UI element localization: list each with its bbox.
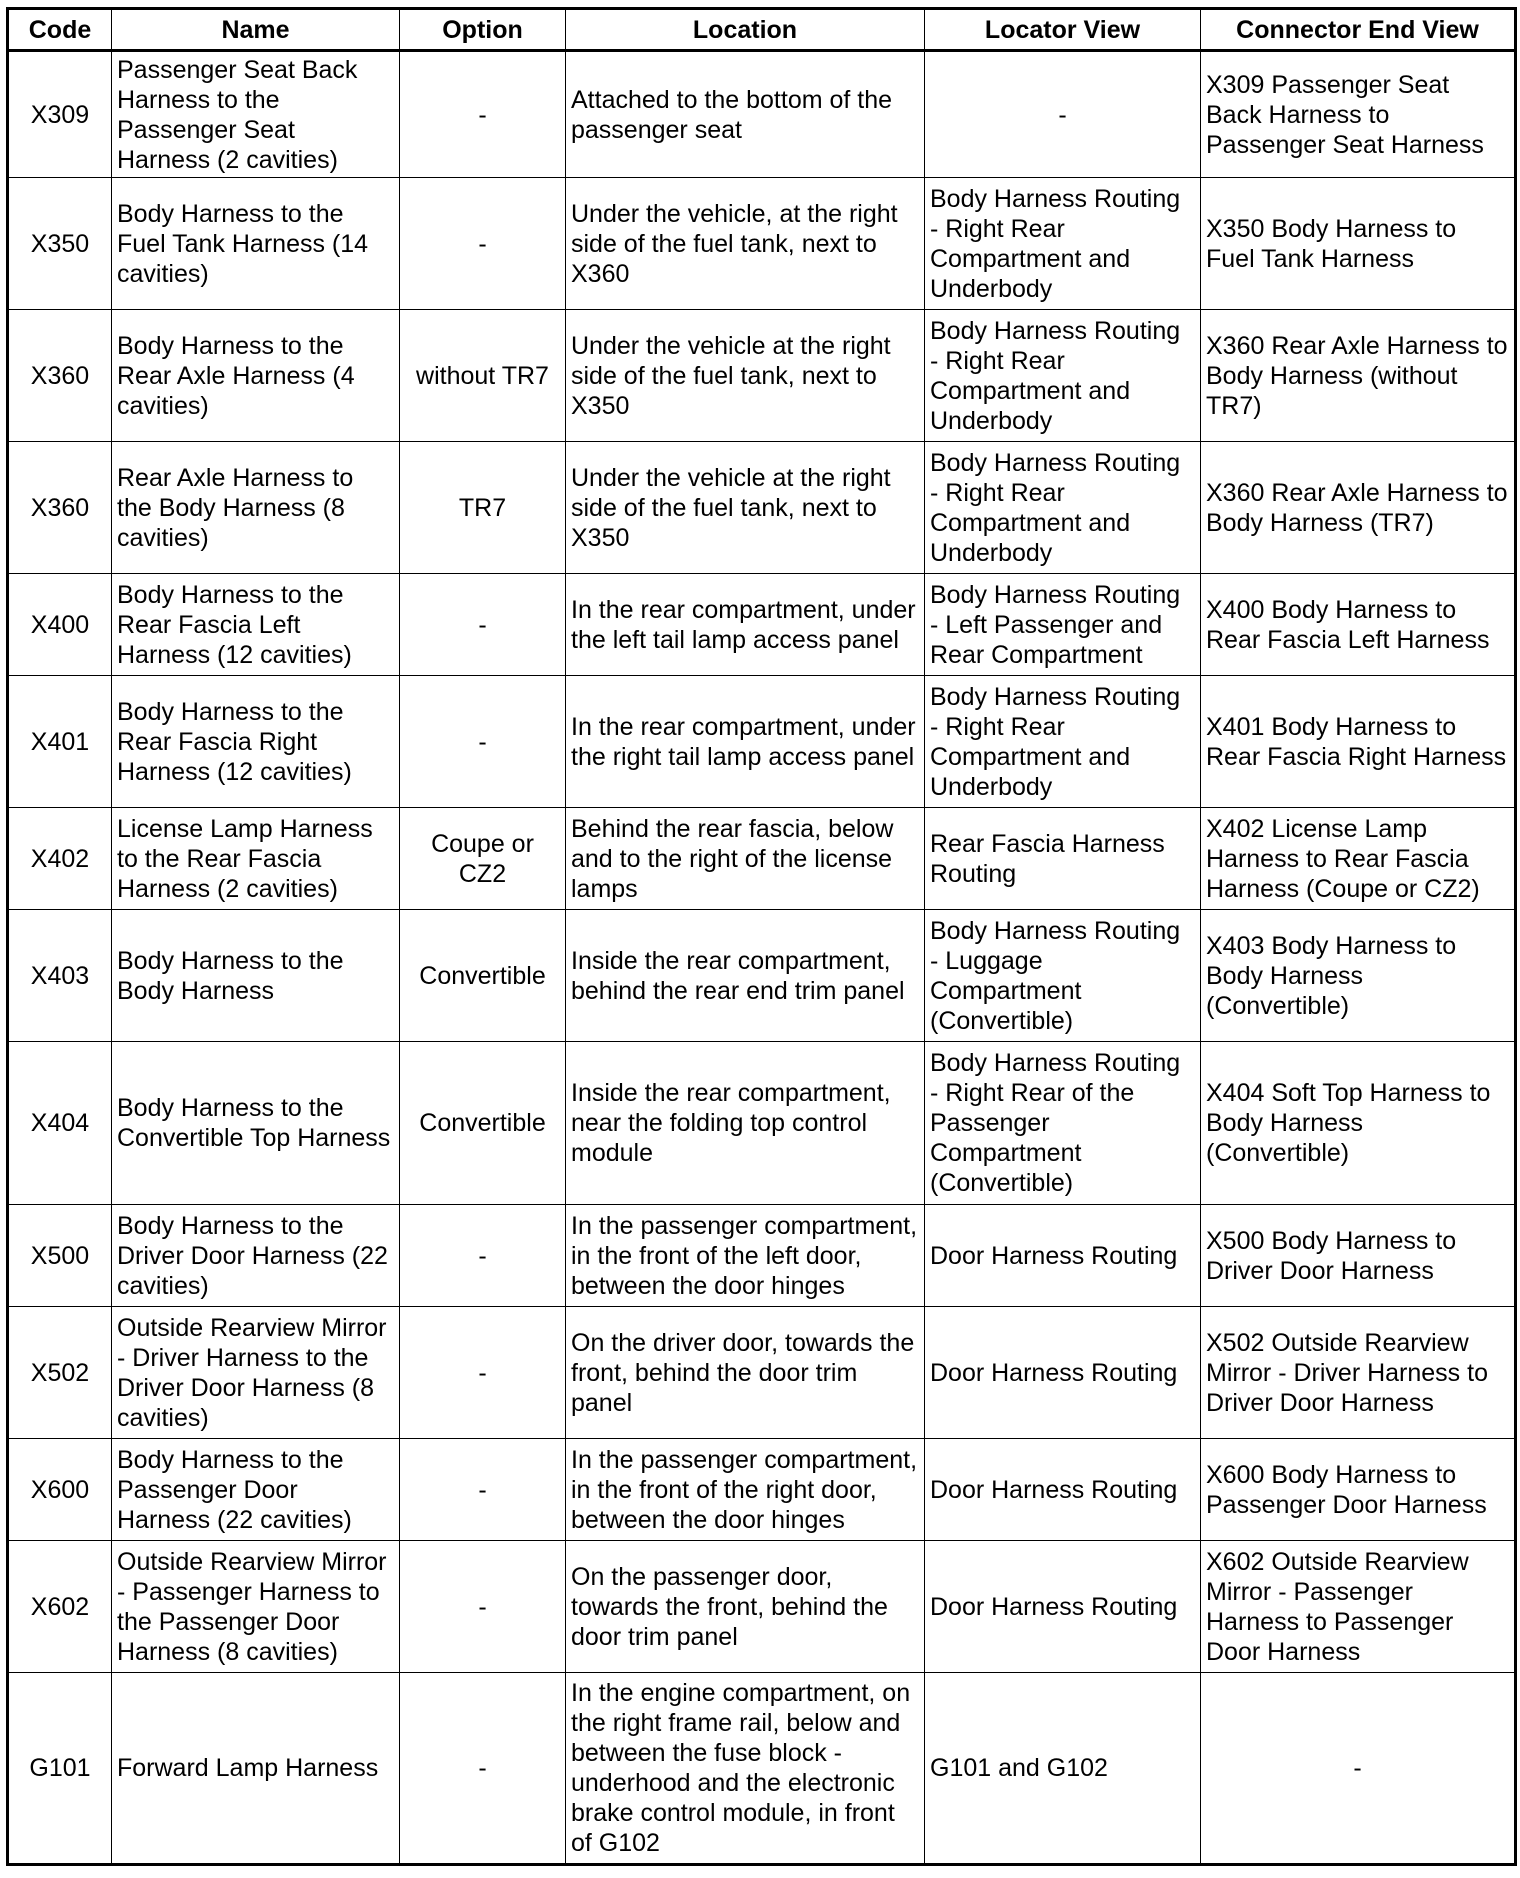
cell-connector-end-view: X350 Body Harness to Fuel Tank Harness <box>1201 178 1516 310</box>
cell-locator-view: Body Harness Routing - Right Rear Compartment and Underbody <box>925 442 1201 574</box>
table-row <box>8 310 1516 442</box>
cell-name: Outside Rearview Mirror - Passenger Harness to the Passenger Door Harness (8 cavities) <box>112 1541 400 1673</box>
cell-locator-view: Rear Fascia Harness Routing <box>925 808 1201 910</box>
cell-location: Under the vehicle, at the right side of the fuel tank, next to X360 <box>566 178 925 310</box>
table-row <box>8 1673 1516 1865</box>
cell-option: Convertible <box>400 1042 566 1205</box>
cell-locator-view: Body Harness Routing - Right Rear Compartment and Underbody <box>925 178 1201 310</box>
cell-location: In the rear compartment, under the right tail lamp access panel <box>566 676 925 808</box>
header-name: Name <box>112 9 400 51</box>
cell-name: Forward Lamp Harness <box>112 1673 400 1865</box>
cell-option: - <box>400 1673 566 1865</box>
table-row <box>8 910 1516 1042</box>
cell-option: without TR7 <box>400 310 566 442</box>
table-row <box>8 178 1516 310</box>
cell-option: - <box>400 178 566 310</box>
cell-connector-end-view: X400 Body Harness to Rear Fascia Left Harness <box>1201 574 1516 676</box>
cell-option: TR7 <box>400 442 566 574</box>
cell-locator-view: G101 and G102 <box>925 1673 1201 1865</box>
cell-option: - <box>400 1205 566 1307</box>
cell-location: In the passenger compartment, in the front of the right door, between the door hinges <box>566 1439 925 1541</box>
cell-option: - <box>400 1541 566 1673</box>
cell-locator-view: Door Harness Routing <box>925 1205 1201 1307</box>
cell-code: X502 <box>8 1307 112 1439</box>
cell-location: On the driver door, towards the front, behind the door trim panel <box>566 1307 925 1439</box>
table-row <box>8 808 1516 910</box>
cell-locator-view: - <box>925 51 1201 178</box>
cell-locator-view: Body Harness Routing - Right Rear Compartment and Underbody <box>925 310 1201 442</box>
table-row <box>8 1205 1516 1307</box>
table-row <box>8 1042 1516 1205</box>
cell-code: X309 <box>8 51 112 178</box>
cell-location: Inside the rear compartment, near the folding top control module <box>566 1042 925 1205</box>
cell-code: X500 <box>8 1205 112 1307</box>
cell-name: Body Harness to the Driver Door Harness (22 cavities) <box>112 1205 400 1307</box>
cell-locator-view: Door Harness Routing <box>925 1541 1201 1673</box>
cell-connector-end-view: X403 Body Harness to Body Harness (Convertible) <box>1201 910 1516 1042</box>
cell-connector-end-view: X502 Outside Rearview Mirror - Driver Harness to Driver Door Harness <box>1201 1307 1516 1439</box>
cell-location: Under the vehicle at the right side of the fuel tank, next to X350 <box>566 310 925 442</box>
cell-locator-view: Door Harness Routing <box>925 1439 1201 1541</box>
cell-option: - <box>400 1439 566 1541</box>
cell-connector-end-view: X404 Soft Top Harness to Body Harness (Convertible) <box>1201 1042 1516 1205</box>
cell-name: License Lamp Harness to the Rear Fascia Harness (2 cavities) <box>112 808 400 910</box>
header-option: Option <box>400 9 566 51</box>
cell-code: X404 <box>8 1042 112 1205</box>
cell-connector-end-view: X500 Body Harness to Driver Door Harness <box>1201 1205 1516 1307</box>
table-row <box>8 574 1516 676</box>
cell-location: In the passenger compartment, in the front of the left door, between the door hinges <box>566 1205 925 1307</box>
cell-name: Passenger Seat Back Harness to the Passenger Seat Harness (2 cavities) <box>112 51 400 178</box>
cell-name: Outside Rearview Mirror - Driver Harness to the Driver Door Harness (8 cavities) <box>112 1307 400 1439</box>
connector-table <box>6 7 1517 1866</box>
cell-option: - <box>400 1307 566 1439</box>
table-row <box>8 1439 1516 1541</box>
cell-code: X401 <box>8 676 112 808</box>
cell-locator-view: Body Harness Routing - Left Passenger and Rear Compartment <box>925 574 1201 676</box>
header-code: Code <box>8 9 112 51</box>
cell-location: Inside the rear compartment, behind the rear end trim panel <box>566 910 925 1042</box>
cell-name: Body Harness to the Convertible Top Harness <box>112 1042 400 1205</box>
cell-name: Body Harness to the Rear Axle Harness (4 cavities) <box>112 310 400 442</box>
cell-connector-end-view: X402 License Lamp Harness to Rear Fascia Harness (Coupe or CZ2) <box>1201 808 1516 910</box>
cell-code: G101 <box>8 1673 112 1865</box>
table-row <box>8 1307 1516 1439</box>
cell-name: Body Harness to the Rear Fascia Right Harness (12 cavities) <box>112 676 400 808</box>
cell-code: X402 <box>8 808 112 910</box>
cell-locator-view: Body Harness Routing - Luggage Compartment (Convertible) <box>925 910 1201 1042</box>
table-row <box>8 676 1516 808</box>
cell-connector-end-view: X401 Body Harness to Rear Fascia Right Harness <box>1201 676 1516 808</box>
cell-connector-end-view: X360 Rear Axle Harness to Body Harness (without TR7) <box>1201 310 1516 442</box>
header-connector-end-view: Connector End View <box>1201 9 1516 51</box>
cell-locator-view: Body Harness Routing - Right Rear of the Passenger Compartment (Convertible) <box>925 1042 1201 1205</box>
cell-location: Attached to the bottom of the passenger seat <box>566 51 925 178</box>
cell-name: Body Harness to the Rear Fascia Left Harness (12 cavities) <box>112 574 400 676</box>
cell-connector-end-view: X360 Rear Axle Harness to Body Harness (TR7) <box>1201 442 1516 574</box>
cell-option: Coupe or CZ2 <box>400 808 566 910</box>
header-locator-view: Locator View <box>925 9 1201 51</box>
cell-locator-view: Body Harness Routing - Right Rear Compartment and Underbody <box>925 676 1201 808</box>
cell-location: In the rear compartment, under the left tail lamp access panel <box>566 574 925 676</box>
cell-location: In the engine compartment, on the right frame rail, below and between the fuse block - underhood and the electronic brake control module, in front of G102 <box>566 1673 925 1865</box>
cell-code: X403 <box>8 910 112 1042</box>
header-location: Location <box>566 9 925 51</box>
table-row <box>8 1541 1516 1673</box>
cell-name: Body Harness to the Passenger Door Harness (22 cavities) <box>112 1439 400 1541</box>
cell-option: - <box>400 676 566 808</box>
table-row <box>8 442 1516 574</box>
cell-connector-end-view: X602 Outside Rearview Mirror - Passenger Harness to Passenger Door Harness <box>1201 1541 1516 1673</box>
cell-name: Body Harness to the Fuel Tank Harness (14 cavities) <box>112 178 400 310</box>
cell-connector-end-view: - <box>1201 1673 1516 1865</box>
cell-connector-end-view: X309 Passenger Seat Back Harness to Passenger Seat Harness <box>1201 51 1516 178</box>
table-row <box>8 51 1516 178</box>
cell-locator-view: Door Harness Routing <box>925 1307 1201 1439</box>
cell-location: On the passenger door, towards the front, behind the door trim panel <box>566 1541 925 1673</box>
cell-code: X600 <box>8 1439 112 1541</box>
cell-option: - <box>400 51 566 178</box>
cell-code: X602 <box>8 1541 112 1673</box>
cell-name: Body Harness to the Body Harness <box>112 910 400 1042</box>
cell-code: X360 <box>8 310 112 442</box>
header-row <box>8 9 1516 51</box>
cell-option: - <box>400 574 566 676</box>
cell-code: X360 <box>8 442 112 574</box>
cell-location: Behind the rear fascia, below and to the right of the license lamps <box>566 808 925 910</box>
cell-code: X400 <box>8 574 112 676</box>
cell-connector-end-view: X600 Body Harness to Passenger Door Harness <box>1201 1439 1516 1541</box>
cell-code: X350 <box>8 178 112 310</box>
cell-option: Convertible <box>400 910 566 1042</box>
cell-location: Under the vehicle at the right side of the fuel tank, next to X350 <box>566 442 925 574</box>
cell-name: Rear Axle Harness to the Body Harness (8 cavities) <box>112 442 400 574</box>
